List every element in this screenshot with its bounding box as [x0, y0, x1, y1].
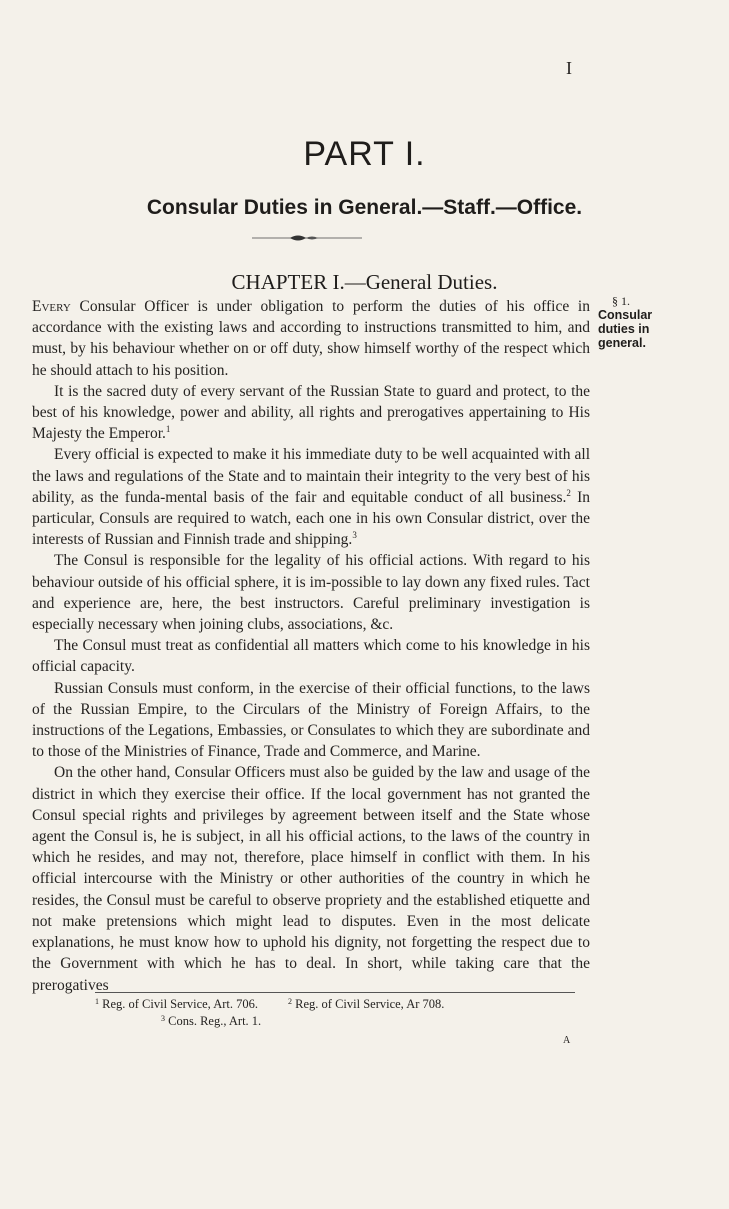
margin-note-line: Consular: [598, 308, 653, 322]
paragraph: [32, 296, 590, 381]
footnote-number: 2: [288, 997, 293, 1006]
body-text: [32, 296, 590, 996]
footnote-ref: 3: [352, 530, 357, 541]
paragraph: [32, 550, 590, 635]
signature-mark: A: [563, 1035, 571, 1046]
ornament-rule-icon: [252, 233, 362, 243]
footnotes: [95, 996, 595, 1030]
paragraph: [32, 381, 590, 445]
chapter-heading: CHAPTER I.—General Duties.: [231, 270, 498, 294]
footnote-number: 3: [161, 1014, 165, 1023]
paragraph-text: Consular Officer is under obligation to perform the duties of his office in accordance with the existing laws and according to instructions transmitted to him, and must, by his behaviour whether on or off duty, show himself worthy of the respect which he should attach to his position.: [32, 298, 590, 379]
footnote-ref: 2: [566, 487, 571, 498]
paragraph-text: Every official is expected to make it his immediate duty to be well acquainted with all the laws and regulations of the State and to maintain their integrity to the very best of his ability, as the funda-mental basis of the fair and equitable conduct of all business.: [32, 446, 590, 506]
paragraph: [32, 762, 590, 995]
paragraph-text: On the other hand, Consular Officers must also be guided by the law and usage of the district in which they exercise their office. If the local government has not granted the Consul special rights and privileges by agreement between itself and the State whose agent the Consul is, he is subject, in all his official actions, to the laws of the country in which he resides, and may not, therefore, place himself in conflict with them. In his official intercourse with the Ministry or other authorities of the country in which he resides, the Consul must be careful to observe propriety and the established etiquette and not make pretensions which might lead to disputes. Even in the most delicate explanations, he must know how to uphold his dignity, not forgetting the respect due to the Government with which he has to deal. In short, while taking care that the prerogatives: [32, 764, 590, 994]
paragraph-text: The Consul must treat as confidential all matters which come to his knowledge in his official capacity.: [32, 637, 590, 676]
paragraph-text: Russian Consuls must conform, in the exercise of their official functions, to the laws of the Russian Empire, to the Circulars of the Ministry of Foreign Affairs, to the instructions of the Legations, Embassies, or Consulates to which they are subordinate and to those of the Ministries of Finance, Trade and Commerce, and Marine.: [32, 679, 590, 761]
footnote-text: Cons. Reg., Art. 1.: [165, 1014, 262, 1028]
margin-note-line: duties in: [598, 322, 650, 336]
paragraph-text: The Consul is responsible for the legality of his official actions. With regard to his behaviour outside of his official sphere, it is im-possible to lay down any fixed rules. Tact and experience are, here, the best instructors. Careful preliminary investigation is especially necessary when joining clubs, associations, &c.: [32, 552, 590, 634]
paragraph: [32, 635, 590, 677]
paragraph: [32, 444, 590, 550]
part-subtitle: Consular Duties in General.—Staff.—Office.: [146, 196, 583, 219]
paragraph-text: In particular, Consuls are required to watch, each one in his own Consular district, over the interests of Russian and Finnish trade and shipping.: [32, 488, 590, 549]
footnote-divider: [95, 992, 575, 993]
footnote-row: [95, 996, 595, 1013]
footnote-text: Reg. of Civil Service, Ar 708.: [292, 997, 445, 1011]
margin-note: [598, 294, 698, 350]
footnote-text: Reg. of Civil Service, Art. 706.: [99, 997, 259, 1011]
paragraph-text: It is the sacred duty of every servant of the Russian State to guard and protect, to the best of his knowledge, power and ability, all rights and prerogatives appertaining to His Majesty the Emperor.: [32, 382, 590, 443]
part-title: PART I.: [303, 135, 426, 173]
footnote-row: [95, 1013, 595, 1030]
paragraph: [32, 678, 590, 763]
section-number: § 1.: [612, 294, 630, 308]
footnote-number: 1: [95, 997, 99, 1006]
lead-word: Every: [32, 298, 71, 315]
page-number: I: [566, 58, 572, 78]
footnote-ref: 1: [165, 424, 171, 435]
margin-note-line: general.: [598, 336, 646, 350]
